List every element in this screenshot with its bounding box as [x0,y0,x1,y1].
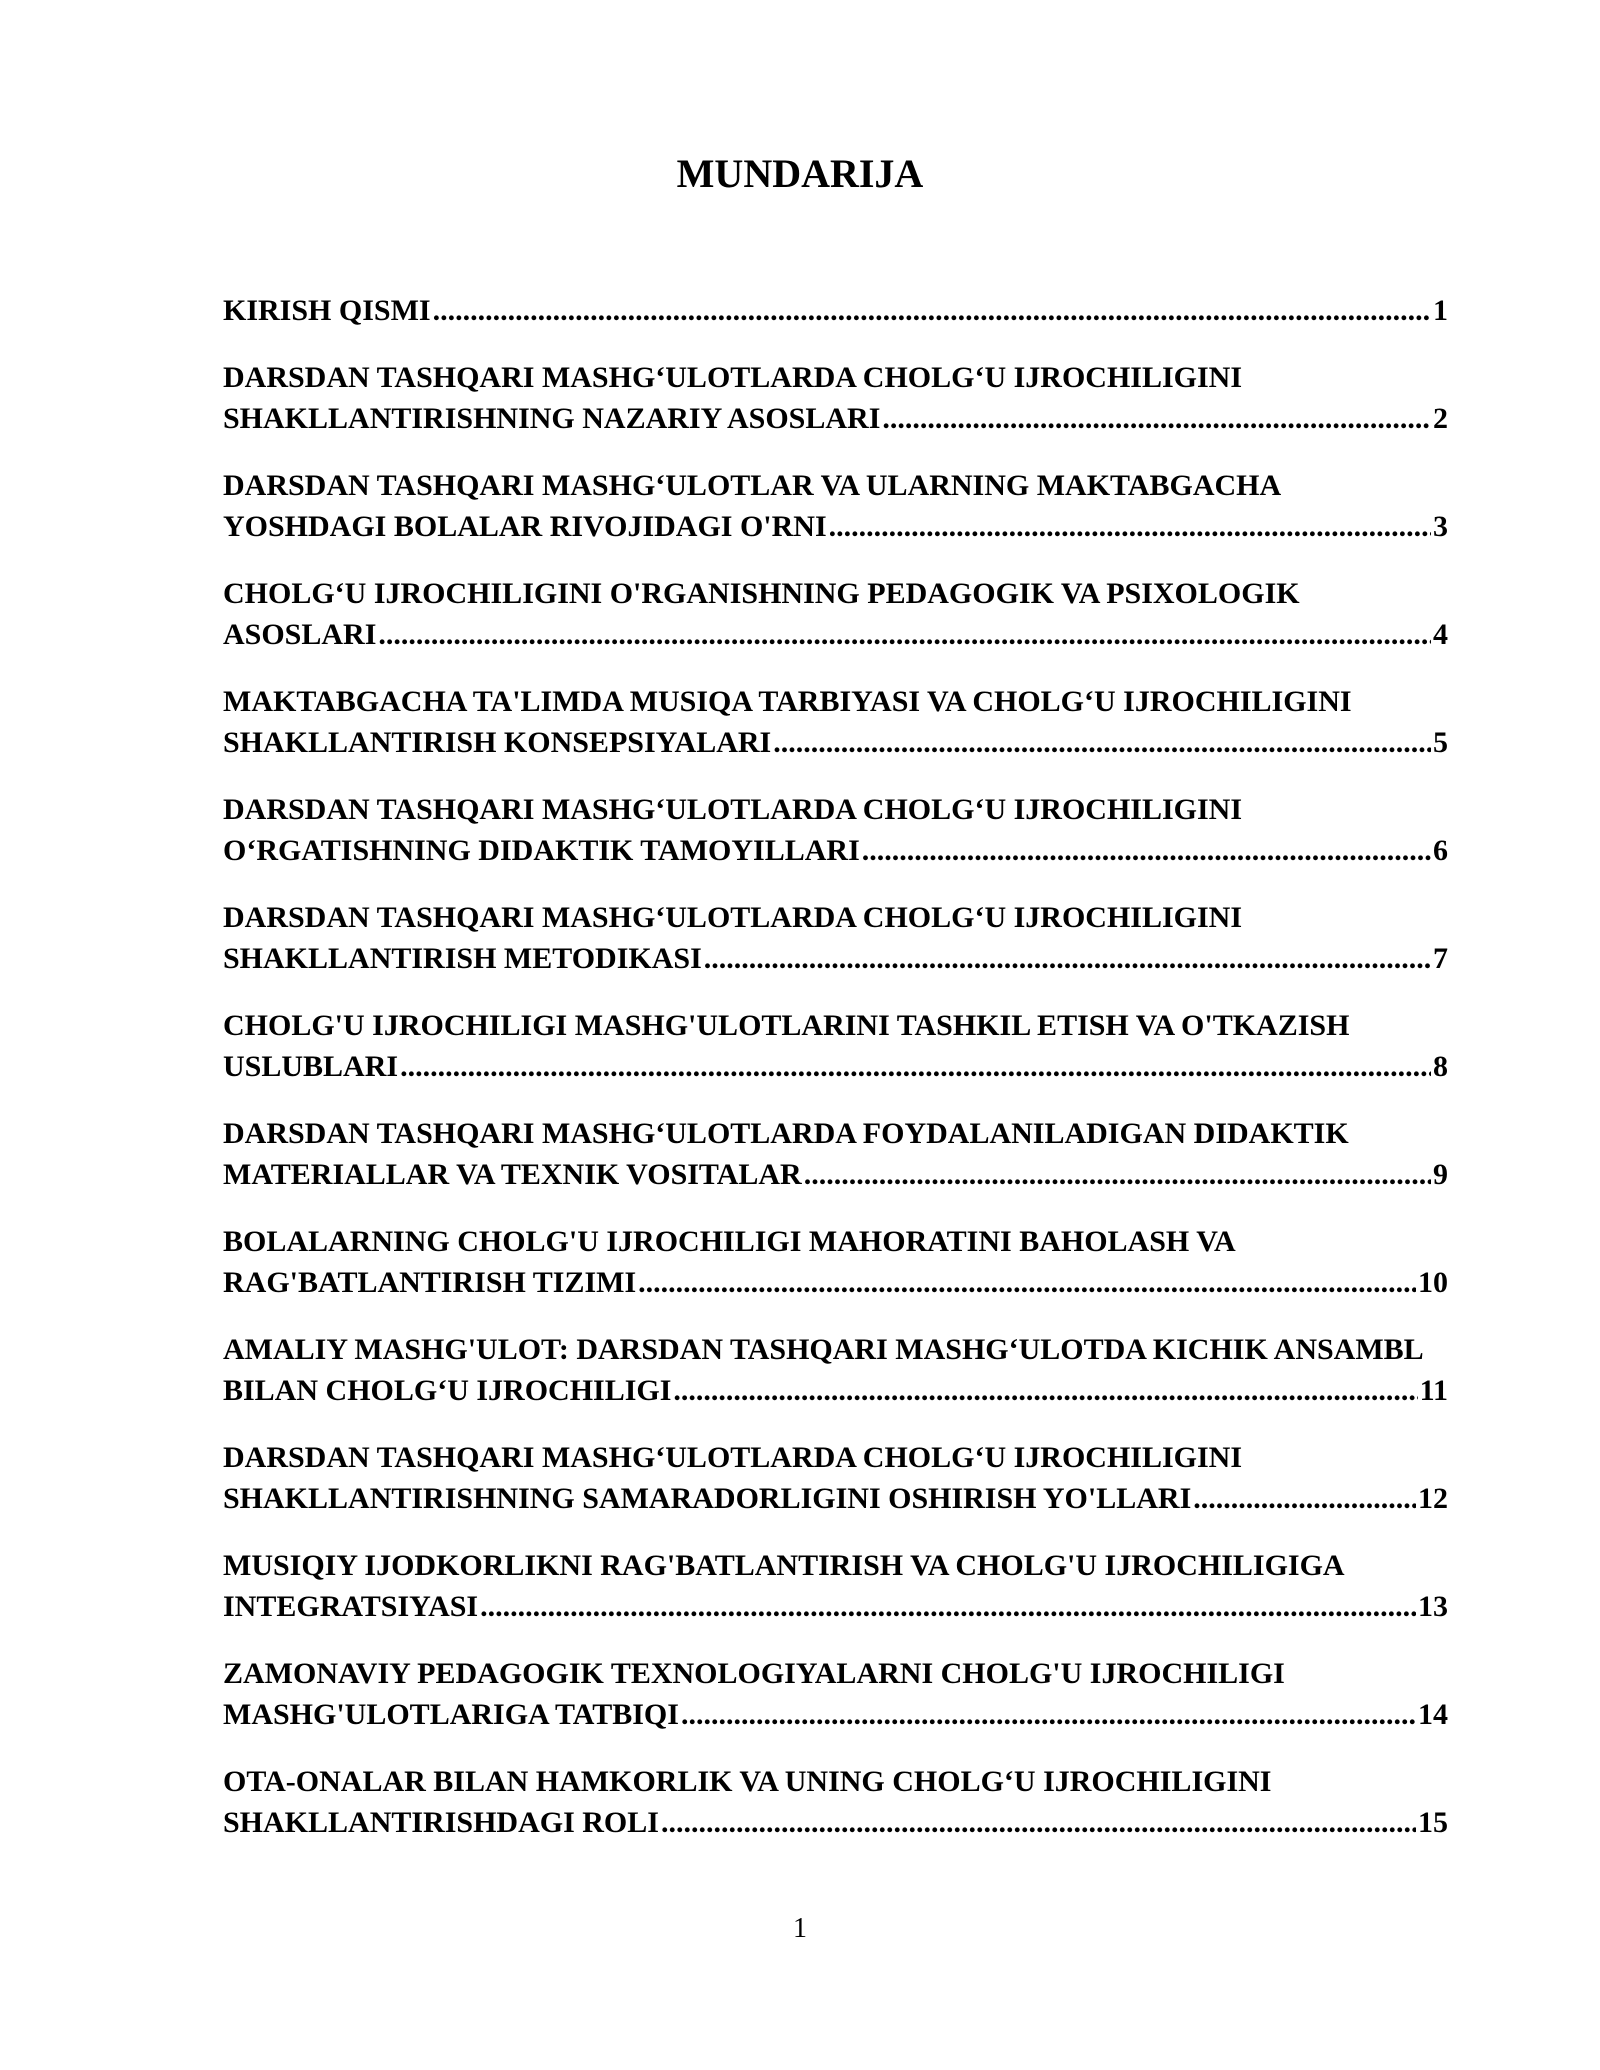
toc-leader-dots [804,1154,1431,1195]
toc-leader-dots [773,722,1431,763]
toc-leader-dots [681,1694,1416,1735]
toc-entry-line [223,1694,1448,1735]
toc-entry[interactable] [223,290,1448,331]
toc-entry[interactable] [223,1221,1448,1303]
toc-entry-line [223,722,1448,763]
toc-entry-page: 15 [1418,1806,1448,1839]
toc-entry-line [223,1154,1448,1195]
toc-entry-page: 11 [1419,1374,1448,1407]
toc-entry-title: KIRISH QISMI [223,294,431,327]
toc-entry-line [223,1262,1448,1303]
toc-entry-line [223,1046,1448,1087]
toc-entry-title-line2: SHAKLLANTIRISH METODIKASI [223,942,702,975]
toc-entry-title-line1: CHOLG‘U IJROCHILIGINI O'RGANISHNING PEDAGOGIK VA PSIXOLOGIK [223,577,1300,610]
toc-leader-dots [673,1370,1417,1411]
toc-entry[interactable] [223,1005,1448,1087]
toc-entry-title-line1: MUSIQIY IJODKORLIKNI RAG'BATLANTIRISH VA CHOLG'U IJROCHILIGIGA [223,1549,1345,1582]
toc-entry-title-line1: DARSDAN TASHQARI MASHG‘ULOTLAR VA ULARNING MAKTABGACHA [223,469,1282,502]
toc-title: MUNDARIJA [676,151,924,196]
toc-entry-page: 12 [1418,1482,1448,1515]
toc-leader-dots [1193,1478,1416,1519]
toc-entry[interactable] [223,789,1448,871]
toc-entry-line [223,290,1448,331]
toc-entry[interactable] [223,1113,1448,1195]
toc-entry-title-line2: SHAKLLANTIRISHNING NAZARIY ASOSLARI [223,402,881,435]
toc-leader-dots [378,614,1431,655]
toc-entry[interactable] [223,573,1448,655]
toc-entry-title-line1: AMALIY MASHG'ULOT: DARSDAN TASHQARI MASHG‘ULOTDA KICHIK ANSAMBL [223,1333,1424,1366]
toc-entry-page: 8 [1433,1050,1448,1083]
toc-entry-title-line1: DARSDAN TASHQARI MASHG‘ULOTLARDA FOYDALANILADIGAN DIDAKTIK [223,1117,1349,1150]
toc-entry-line [223,1478,1448,1519]
toc-entry-title-line2: SHAKLLANTIRISHDAGI ROLI [223,1806,659,1839]
toc-entry-title-line1: MAKTABGACHA TA'LIMDA MUSIQA TARBIYASI VA CHOLG‘U IJROCHILIGINI [223,685,1352,718]
toc-entry-title-line1: DARSDAN TASHQARI MASHG‘ULOTLARDA CHOLG‘U IJROCHILIGINI [223,1441,1243,1474]
toc-entry-title-line1: OTA-ONALAR BILAN HAMKORLIK VA UNING CHOLG‘U IJROCHILIGINI [223,1765,1272,1798]
toc-entry[interactable] [223,1437,1448,1519]
toc-entry-line [223,398,1448,439]
toc-entry[interactable] [223,897,1448,979]
toc-entry-line [223,614,1448,655]
toc-entry-title-line1: DARSDAN TASHQARI MASHG‘ULOTLARDA CHOLG‘U IJROCHILIGINI [223,361,1243,394]
toc-entry-title-line2: O‘RGATISHNING DIDAKTIK TAMOYILLARI [223,834,860,867]
toc-entry-title-line1: BOLALARNING CHOLG'U IJROCHILIGI MAHORATINI BAHOLASH VA [223,1225,1236,1258]
toc-entry-page: 2 [1433,402,1448,435]
toc-leader-dots [433,290,1431,331]
toc-entry-title-line2: BILAN CHOLG‘U IJROCHILIGI [223,1374,672,1407]
toc-entry-title-line1: DARSDAN TASHQARI MASHG‘ULOTLARDA CHOLG‘U IJROCHILIGINI [223,793,1243,826]
toc-entry-page: 7 [1433,942,1448,975]
toc-entry-page: 10 [1418,1266,1448,1299]
table-of-contents [223,290,1448,1869]
toc-leader-dots [882,398,1431,439]
toc-entry[interactable] [223,465,1448,547]
toc-entry-page: 9 [1433,1158,1448,1191]
toc-leader-dots [661,1802,1416,1843]
toc-entry[interactable] [223,1653,1448,1735]
toc-entry[interactable] [223,357,1448,439]
toc-entry-title-line2: SHAKLLANTIRISH KONSEPSIYALARI [223,726,772,759]
toc-entry-line [223,1802,1448,1843]
toc-entry-title-line2: SHAKLLANTIRISHNING SAMARADORLIGINI OSHIRISH YO'LLARI [223,1482,1192,1515]
toc-leader-dots [829,506,1431,547]
toc-entry-page: 1 [1433,294,1448,327]
toc-leader-dots [704,938,1431,979]
toc-entry-title-line2: USLUBLARI [223,1050,399,1083]
toc-entry[interactable] [223,1761,1448,1843]
toc-entry-line [223,506,1448,547]
toc-entry-page: 14 [1418,1698,1448,1731]
toc-entry-line [223,938,1448,979]
toc-entry[interactable] [223,1545,1448,1627]
toc-entry-page: 5 [1433,726,1448,759]
toc-entry-title-line2: YOSHDAGI BOLALAR RIVOJIDAGI O'RNI [223,510,827,543]
toc-entry-title-line2: INTEGRATSIYASI [223,1590,479,1623]
toc-entry-title-line2: MASHG'ULOTLARIGA TATBIQI [223,1698,679,1731]
toc-entry-title-line2: ASOSLARI [223,618,377,651]
toc-entry-line [223,830,1448,871]
toc-entry-title-line1: DARSDAN TASHQARI MASHG‘ULOTLARDA CHOLG‘U IJROCHILIGINI [223,901,1243,934]
toc-entry-title-line2: RAG'BATLANTIRISH TIZIMI [223,1266,637,1299]
toc-entry-line [223,1370,1448,1411]
toc-entry[interactable] [223,1329,1448,1411]
page-number: 1 [793,1913,807,1944]
toc-entry-page: 3 [1433,510,1448,543]
toc-leader-dots [400,1046,1431,1087]
toc-leader-dots [638,1262,1416,1303]
toc-entry[interactable] [223,681,1448,763]
toc-entry-title-line2: MATERIALLAR VA TEXNIK VOSITALAR [223,1158,802,1191]
toc-entry-page: 13 [1418,1590,1448,1623]
toc-leader-dots [862,830,1431,871]
toc-entry-title-line1: CHOLG'U IJROCHILIGI MASHG'ULOTLARINI TASHKIL ETISH VA O'TKAZISH [223,1009,1350,1042]
toc-entry-title-line1: ZAMONAVIY PEDAGOGIK TEXNOLOGIYALARNI CHOLG'U IJROCHILIGI [223,1657,1285,1690]
toc-leader-dots [480,1586,1416,1627]
toc-entry-page: 6 [1433,834,1448,867]
toc-entry-page: 4 [1433,618,1448,651]
toc-entry-line [223,1586,1448,1627]
